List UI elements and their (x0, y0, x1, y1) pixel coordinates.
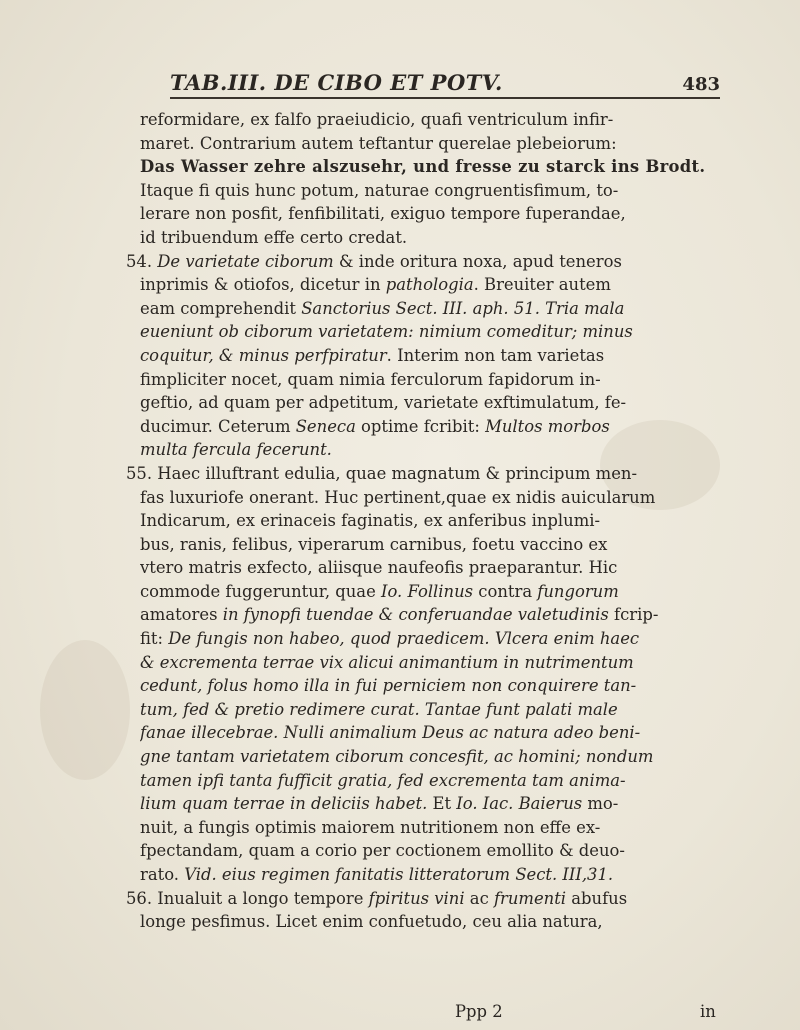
signature-mark: Ppp 2 (455, 1002, 503, 1021)
text-line: amatores in fynopfi tuendae & conferuandae valetudinis fcrip- (140, 605, 659, 625)
text-line: lium quam terrae in deliciis habet. Et Io. Iac. Baierus mo- (140, 794, 619, 814)
text-line: fit: De fungis non habeo, quod praedicem. Vlcera enim haec (140, 629, 640, 649)
text-line: Itaque fi quis hunc potum, naturae congruentisfimum, to- (140, 180, 619, 200)
text-line: vtero matris exfecto, aliisque naufeofis praeparantur. Hic (140, 558, 618, 578)
text-line: tum, fed & pretio redimere curat. Tantae funt palati male (140, 699, 618, 719)
text-line: eueniunt ob ciborum varietatem: nimium comeditur; minus (140, 322, 633, 342)
running-head: TAB.III. DE CIBO ET POTV. (170, 70, 503, 95)
body-text (126, 108, 740, 934)
text-line: geftio, ad quam per adpetitum, varietate exftimulatum, fe- (140, 393, 627, 413)
text-line: id tribuendum effe certo credat. (140, 227, 408, 247)
text-line: ducimur. Ceterum Seneca optime fcribit: Multos morbos (140, 416, 610, 436)
text-line: fpectandam, quam a corio per coctionem emollito & deuo- (140, 841, 625, 861)
text-line: multa fercula fecerunt. (140, 440, 332, 460)
paper-stain (40, 640, 130, 780)
text-line: eam comprehendit Sanctorius Sect. III. aph. 51. Tria mala (140, 298, 625, 318)
text-line: Indicarum, ex erinaceis faginatis, ex anferibus inplumi- (140, 511, 601, 531)
text-line: longe pesfimus. Licet enim confuetudo, ceu alia natura, (140, 912, 603, 932)
page-footer (0, 1002, 800, 1026)
text-line: 55. Haec illuftrant edulia, quae magnatum & principum men- (126, 463, 637, 483)
text-line: fimpliciter nocet, quam nimia ferculorum fapidorum in- (140, 369, 601, 389)
text-line: cedunt, folus homo illa in fui perniciem non conquirere tan- (140, 676, 637, 696)
page-number: 483 (682, 74, 720, 95)
text-line: maret. Contrarium autem teftantur querelae plebeiorum: (140, 133, 617, 153)
text-line: Das Wasser zehre alszusehr, und fresse zu starck ins Brodt. (140, 157, 706, 177)
text-line: reformidare, ex falfo praeiudicio, quafi ventriculum infir- (140, 110, 614, 129)
text-line: rato. Vid. eius regimen fanitatis litteratorum Sect. III,31. (140, 865, 614, 884)
text-line: coquitur, & minus perfpiratur. Interim non tam varietas (140, 345, 605, 365)
catchword: in (700, 1002, 716, 1021)
text-line: bus, ranis, felibus, viperarum carnibus, foetu vaccino ex (140, 534, 608, 554)
text-line: gne tantam varietatem ciborum concesfit, ac homini; nondum (140, 747, 654, 767)
text-line: commode fuggeruntur, quae Io. Follinus contra fungorum (140, 581, 619, 601)
text-line: nuit, a fungis optimis maiorem nutritionem non effe ex- (140, 817, 601, 837)
text-line: lerare non posfit, fenfibilitati, exiguo tempore fuperandae, (140, 204, 626, 224)
text-line: fas luxuriofe onerant. Huc pertinent,quae ex nidis auicularum (140, 487, 656, 507)
text-line: inprimis & otiofos, dicetur in pathologia. Breuiter autem (140, 275, 611, 295)
page-header (170, 70, 720, 100)
header-rule (170, 97, 720, 99)
text-line: tamen ipfi tanta fufficit gratia, fed excrementa tam anima- (140, 770, 626, 790)
text-line: & excrementa terrae vix alicui animantium in nutrimentum (140, 652, 634, 672)
text-line: 54. De varietate ciborum & inde oritura noxa, apud teneros (126, 251, 622, 271)
text-line: fanae illecebrae. Nulli animalium Deus ac natura adeo beni- (140, 723, 641, 743)
text-line: 56. Inualuit a longo tempore fpiritus vini ac frumenti abufus (126, 888, 628, 908)
